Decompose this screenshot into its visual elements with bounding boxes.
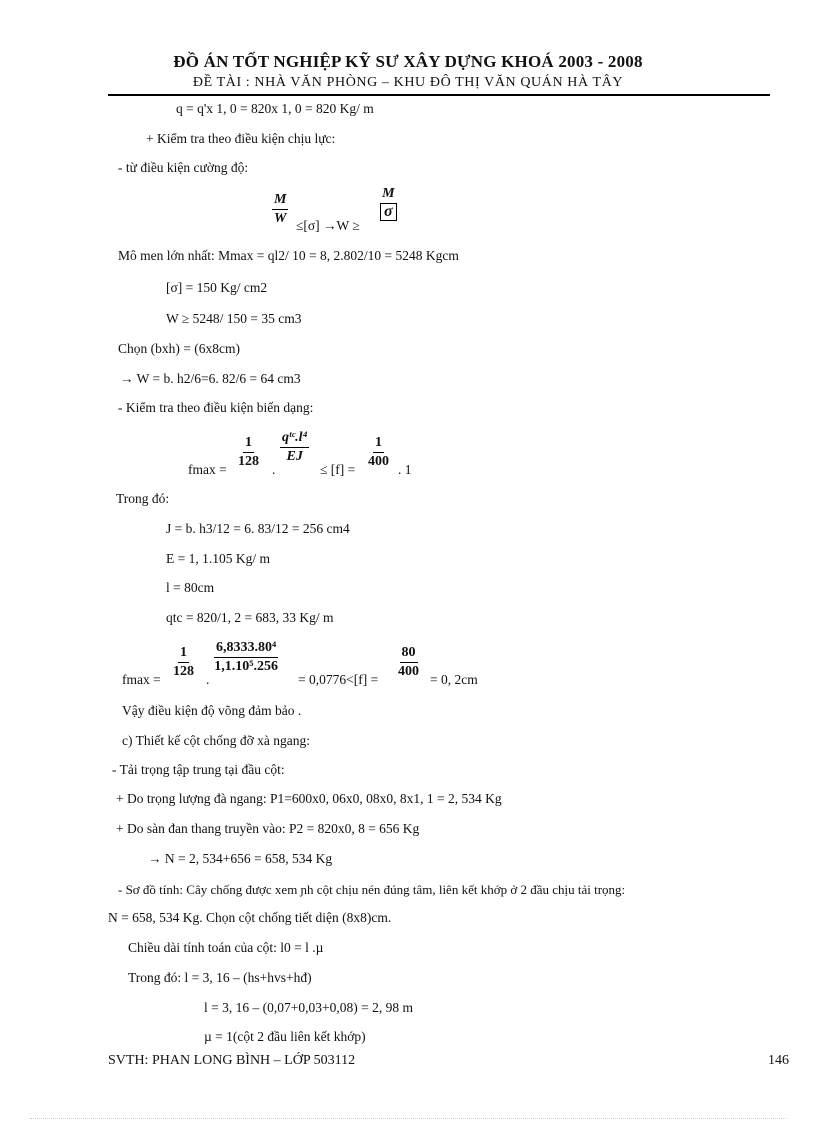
text-line: l = 3, 16 – (0,07+0,03+0,08) = 2, 98 m [204, 1000, 413, 1015]
fraction-80-over-400 [398, 645, 419, 680]
text-line: J = b. h3/12 = 6. 83/12 = 256 cm4 [166, 521, 350, 536]
text-line: → W = b. h2/6=6. 82/6 = 64 cm3 [120, 371, 301, 386]
page-bottom-border [30, 1118, 786, 1119]
numerator: 1 [178, 645, 189, 663]
numerator: qᵗᶜ.l⁴ [280, 430, 309, 448]
formula-text: ≤[σ] →W ≥ [296, 218, 360, 233]
text-line: → N = 2, 534+656 = 658, 534 Kg [148, 851, 333, 866]
text-line: Vậy điều kiện độ võng đảm bảo . [122, 703, 302, 718]
fraction-1-over-128 [173, 645, 194, 680]
fraction-1-over-400 [368, 435, 389, 470]
fraction-q-l4-over-ej [280, 430, 309, 465]
text-line: [σ] = 150 Kg/ cm2 [166, 280, 268, 295]
text-line: + Do trọng lượng đà ngang: P1=600x0, 06x0, 08x0, 8x1, 1 = 2, 534 Kg [116, 791, 502, 806]
text-line: Trong đó: [116, 491, 170, 506]
denominator: 128 [238, 454, 259, 469]
numerator: 80 [400, 645, 418, 663]
text-line: + Do sàn đan thang truyền vào: P2 = 820x0, 8 = 656 Kg [116, 821, 420, 836]
text-line: N = 658, 534 Kg. Chọn cột chống tiết diện (8x8)cm. [108, 910, 392, 925]
text-line: - Tải trọng tập trung tại đầu cột: [112, 762, 285, 777]
document-title: ĐỒ ÁN TỐT NGHIỆP KỸ SƯ XÂY DỰNG KHOÁ 2003 - 2008 [173, 52, 643, 71]
text-line: c) Thiết kế cột chống đỡ xà ngang: [122, 733, 310, 748]
text-line: W ≥ 5248/ 150 = 35 cm3 [166, 311, 302, 326]
text-line: µ = 1(cột 2 đầu liên kết khớp) [204, 1029, 366, 1044]
document-subtitle: ĐỀ TÀI : NHÀ VĂN PHÒNG – KHU ĐÔ THỊ VĂN QUÁN HÀ TÂY [192, 75, 624, 90]
formula-dot: . [206, 672, 210, 687]
formula-text: . 1 [398, 462, 412, 477]
header-rule [108, 94, 770, 96]
formula-text: fmax = [188, 462, 227, 477]
text-line: Mô men lớn nhất: Mmax = ql2/ 10 = 8, 2.802/10 = 5248 Kgcm [118, 248, 459, 263]
formula-text: = 0, 2cm [430, 672, 478, 687]
text-line: - từ điều kiện cường độ: [118, 160, 249, 175]
denominator: EJ [286, 449, 303, 464]
fraction-numeric-deflection [214, 640, 278, 675]
text-line: Chọn (bxh) = (6x8cm) [118, 341, 240, 356]
text-line: qtc = 820/1, 2 = 683, 33 Kg/ m [166, 610, 334, 625]
denominator: W [274, 211, 287, 226]
numerator: 1 [243, 435, 254, 453]
fraction-m-over-sigma [380, 186, 397, 221]
denominator: 1,1.10⁵.256 [214, 659, 278, 674]
numerator: M [382, 186, 395, 201]
text-line: + Kiểm tra theo điều kiện chịu lực: [146, 131, 336, 146]
formula-text: = 0,0776<[f] = [298, 672, 379, 687]
text-line: - Sơ đồ tính: Cây chống được xem ɲh cột chịu nén đúng tâm, liên kết khớp ở 2 đầu chịu tải trọng: [118, 882, 626, 897]
fraction-1-over-128 [238, 435, 259, 470]
footer-author: SVTH: PHAN LONG BÌNH – LỚP 503112 [108, 1053, 356, 1068]
numerator: 6,8333.80⁴ [214, 640, 278, 658]
numerator: 1 [373, 435, 384, 453]
denominator-boxed: σ [380, 203, 397, 221]
formula-text: fmax = [122, 672, 161, 687]
text-line: l = 80cm [166, 580, 215, 595]
text-line: - Kiểm tra theo điều kiện biến dạng: [118, 400, 314, 415]
text-line: E = 1, 1.105 Kg/ m [166, 551, 270, 566]
text-line: q = q'x 1, 0 = 820x 1, 0 = 820 Kg/ m [176, 101, 374, 116]
formula-dot: . [272, 462, 276, 477]
denominator: 128 [173, 664, 194, 679]
denominator: 400 [368, 454, 389, 469]
denominator: 400 [398, 664, 419, 679]
formula-text: ≤ [f] = [320, 462, 356, 477]
page-number: 146 [768, 1053, 789, 1068]
text-line: Chiều dài tính toán của cột: l0 = l .µ [128, 940, 324, 955]
fraction-m-over-w [272, 192, 288, 227]
text-line: Trong đó: l = 3, 16 – (hs+hvs+hđ) [128, 970, 312, 985]
numerator: M [272, 192, 288, 210]
